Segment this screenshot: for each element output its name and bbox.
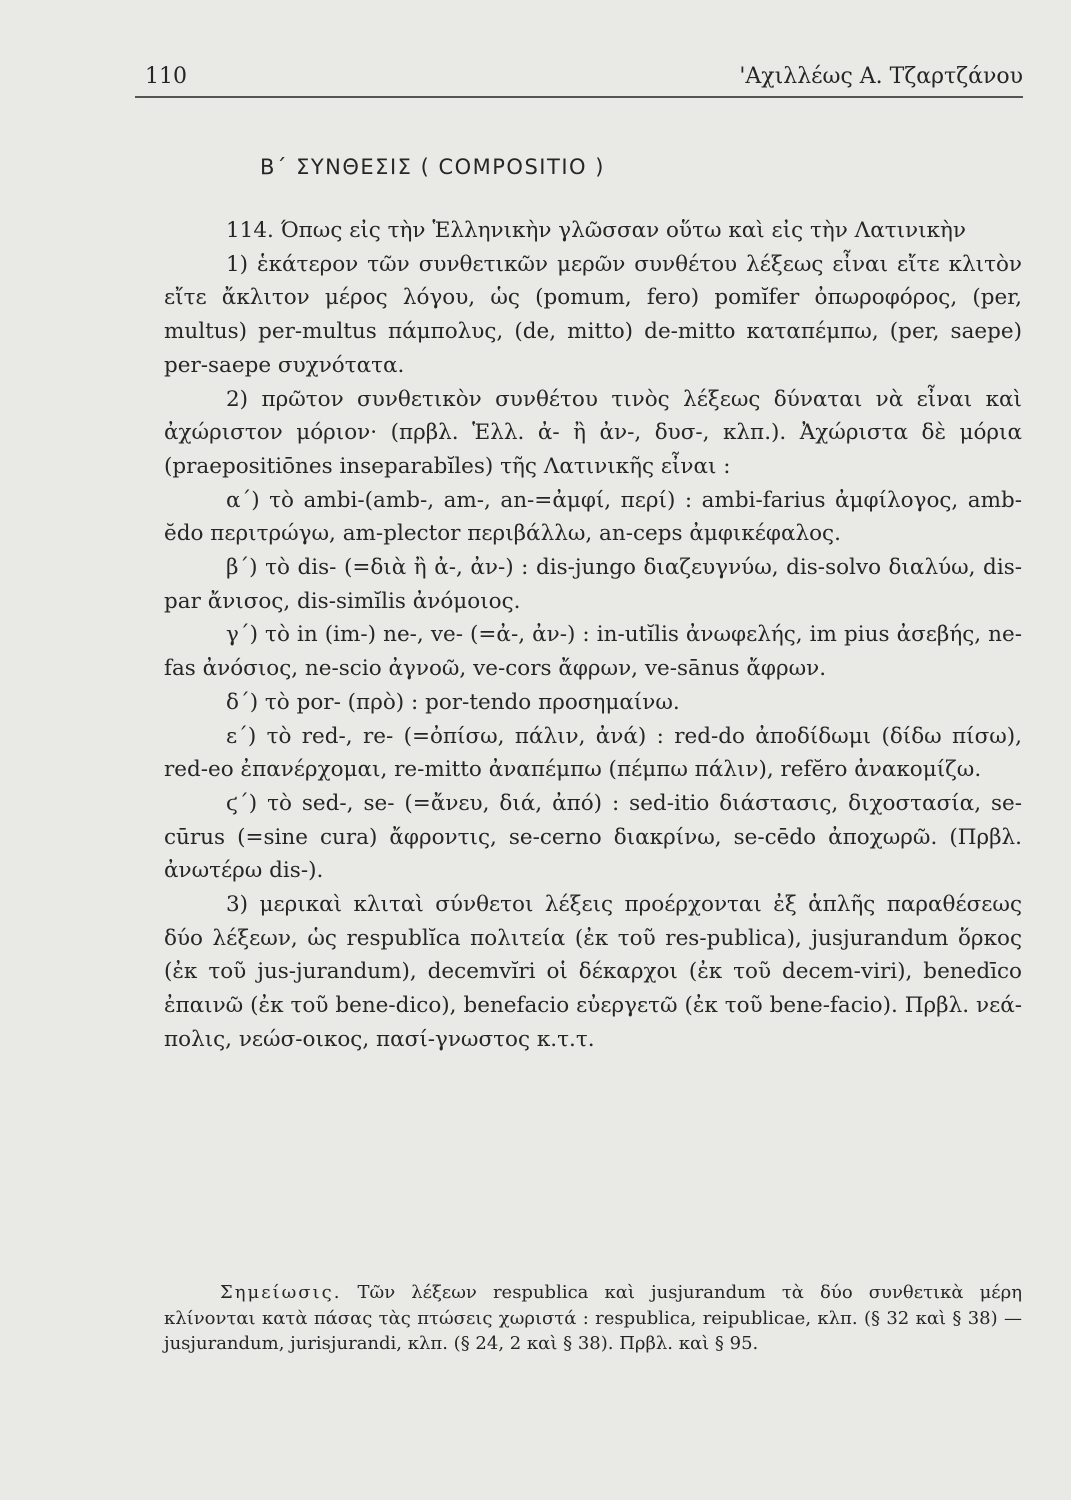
page-number: 110 [145,64,187,89]
page-header [135,60,1023,98]
note-text: Τῶν λέξεων respublica καὶ jusjurandum τὰ δύο συνθετικὰ μέρη κλίνονται κατὰ πάσας τὰς πτώσεις χωριστά : respublica, reipublicae, κλπ. (§ 32 καὶ § 38) — jusjurandum, jurisjurandi, κλπ. (§ 24, 2 καὶ § 38). Πρβλ. καὶ § 95. [164,1282,1023,1354]
note-label: Σημείωσις. [220,1282,342,1303]
paragraph-prefix-sed-se: ϛ΄) τὸ sed-, se- (=ἄνευ, διά, ἀπό) : sed-itio διάστασις, διχοστασία, se-cūrus (=sine cura) ἄφροντις, se-cerno διακρίνω, se-cēdo ἀποχωρῶ. (Πρβλ. ἀνωτέρω dis-). [164,790,1022,884]
paragraph-rule-1: 1) ἑκάτερον τῶν συνθετικῶν μερῶν συνθέτου λέξεως εἶναι εἴτε κλιτὸν εἴτε ἄκλιτον μέρος λόγου, ὡς (pomum, fero) pomĭfer ὀπωροφόρος, (per, multus) per-multus πάμπολυς, (de, mitto) de-mitto καταπέμπω, (per, saepe) per-saepe συχνότατα. [164,251,1022,378]
paragraph-prefix-por: δ΄) τὸ por- (πρὸ) : por-tendo προσημαίνω. [226,689,680,715]
paragraph-prefix-red-re: ε΄) τὸ red-, re- (=ὀπίσω, πάλιν, ἀνά) : red-do ἀποδίδωμι (δίδω πίσω), red-eo ἐπανέρχομαι, re-mitto ἀναπέμπω (πέμπω πάλιν), refĕro ἀνακομίζω. [164,723,1022,783]
paragraph-rule-2: 2) πρῶτον συνθετικὸν συνθέτου τινὸς λέξεως δύναται νὰ εἶναι καὶ ἀχώριστον μόριον· (πρβλ. Ἑλλ. ἀ- ἢ ἀν-, δυσ-, κλπ.). Ἀχώριστα δὲ μόρια (praepositiōnes inseparabĭles) τῆς Λατινικῆς εἶναι : [164,386,1022,479]
running-head-author: 'Αχιλλέως Α. Τζαρτζάνου [739,64,1023,89]
note-paragraph [164,1280,1022,1357]
paragraph-114-intro: 114. Όπως εἰς τὴν Ἑλληνικὴν γλῶσσαν οὕτω καὶ εἰς τὴν Λατινικὴν [226,218,966,243]
paragraph-rule-3: 3) μερικαὶ κλιταὶ σύνθετοι λέξεις προέρχονται ἐξ ἁπλῆς παραθέσεως δύο λέξεων, ὡς respublĭca πολιτεία (ἐκ τοῦ res-publica), jusjurandum ὅρκος (ἐκ τοῦ jus-jurandum), decemvĭri οἱ δέκαρχοι (ἐκ τοῦ decem-viri), benedīco ἐπαινῶ (ἐκ τοῦ bene-dico), benefacio εὐεργετῶ (ἐκ τοῦ bene-facio). Πρβλ. νεά-πολις, νεώσ-οικος, πασί-γνωστος κ.τ.τ. [164,892,1022,1052]
paragraph-prefix-in-ne-ve: γ΄) τὸ in (im-) ne-, ve- (=ἀ-, ἀν-) : in-utĭlis ἀνωφελής, im pius ἀσεβής, ne-fas ἀνόσιος, ne-scio ἀγνοῶ, ve-cors ἄφρων, ve-sānus ἄφρων. [164,622,1023,682]
paragraph-prefix-ambi: α΄) τὸ ambi-(amb-, am-, an-=ἀμφί, περί) : ambi-farius ἀμφίλογος, amb-ĕdo περιτρώγω, am-plector περιβάλλω, an-ceps ἀμφικέφαλος. [164,487,1022,547]
paragraph-prefix-dis: β΄) τὸ dis- (=διὰ ἢ ἀ-, ἀν-) : dis-jungo διαζευγνύω, dis-solvo διαλύω, dis-par ἄνισος, dis-simĭlis ἀνόμοιος. [164,555,1022,614]
footnote-remark [164,1280,1022,1357]
body-text [164,214,1022,1057]
section-heading: Β΄ ΣΥΝΘΕΣΙΣ ( COMPOSITIO ) [260,155,605,179]
